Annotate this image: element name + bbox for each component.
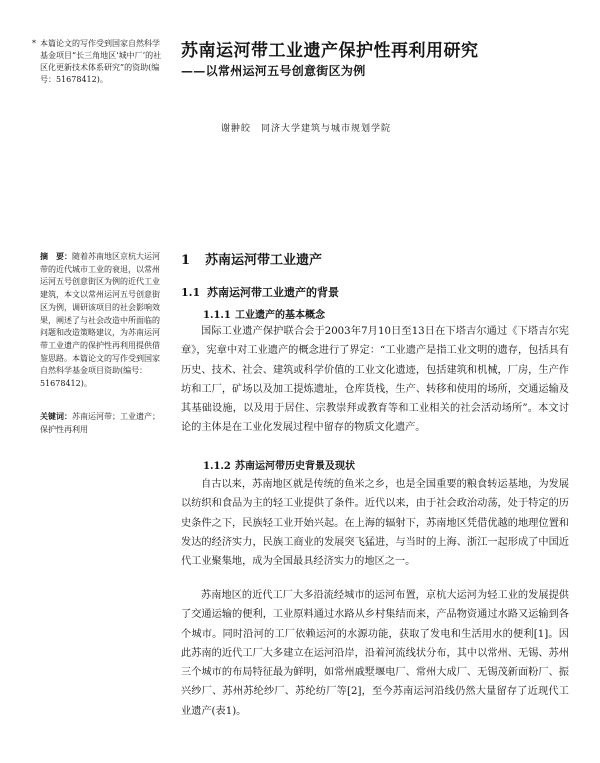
- footnote-marker: *: [32, 39, 36, 48]
- author-affiliation: 谢翀皎 同济大学建筑与城市规划学院: [221, 124, 392, 134]
- section-heading-1-1-1: [203, 306, 325, 321]
- body-paragraph-2: 自古以来，苏南地区就是传统的鱼米之乡，也是全国重要的粮食转运基地，为发展以纺织和食品为主的轻工业提供了条件。近代以来，由于社会政治动荡，处于特定的历史条件之下，民族轻工业开始兴起。在上海的辐射下，苏南地区凭借优越的地理位置和发达的经济实力，民族工商业的发展突飞猛进，与当时的上海、浙江一起形成了中国近代工业聚集地，成为全国最具经济实力的地区之一。: [181, 479, 569, 568]
- body-paragraph-1: 国际工业遗产保护联合会于2003年7月10日至13日在下塔吉尔通过《下塔吉尔宪章》，宪章中对工业遗产的概念进行了界定：“工业遗产是指工业文明的遗存，包括具有历史、技术、社会、建筑或科学价值的工业文化遗迹，包括建筑和机械，厂房，生产作坊和工厂，矿场以及加工提炼遗址，仓库货栈，生产、转移和使用的场所，交通运输及其基础设施，以及用于居住、宗教崇拜或教育等和工业相关的社会活动场所”。本文讨论的主体是在工业化发展过程中留存的物质文化遗产。: [181, 326, 569, 434]
- section-number: 1: [181, 253, 191, 268]
- section-number: 1.1.1: [203, 310, 231, 321]
- paper-title: 苏南运河带工业遗产保护性再利用研究: [181, 41, 479, 61]
- section-title: 工业遗产的基本概念: [235, 310, 325, 321]
- keywords-text: 苏南运河带；工业遗产；保护性再利用: [40, 412, 160, 434]
- section-heading-1-1: [181, 284, 339, 300]
- body-paragraph-3: 苏南地区的近代工厂大多沿流经城市的运河布置，京杭大运河为轻工业的发展提供了交通运输的便利，工业原料通过水路从乡村集结而来，产品物资通过水路又运输到各个城市。同时沿河的工厂依赖运河的水源功能，获取了发电和生活用水的便利[1]。因此苏南的近代工厂大多建立在运河沿岸，沿着河流线状分布，其中以常州、无锡、苏州三个城市的布局特征最为鲜明，如常州戚墅堰电厂、常州大成厂、无锡茂新面粉厂、振兴纱厂、苏州苏纶纱厂、苏纶纺厂等[2]，至今苏南运河沿线仍然大量留存了近现代工业遗产(表1)。: [181, 590, 569, 717]
- keywords: [40, 410, 166, 436]
- abstract-label: 摘 要：: [40, 251, 72, 261]
- section-title: 苏南运河带工业遗产: [205, 253, 323, 268]
- keywords-label: 关键词：: [40, 411, 72, 421]
- abstract: [40, 250, 166, 391]
- section-title: 苏南运河带历史背景及现状: [235, 461, 355, 472]
- abstract-text: 随着苏南地区京杭大运河带的近代城市工业的衰退，以常州运河五号创意街区为例的近代工业建筑，本文以常州运河五号创意街区为例，调研该项目的社会影响效果，阐述了与社会改造中所面临的问题和改造策略建议，为苏南运河带工业遗产的保护性再利用提供借鉴思路。本篇论文的写作受到国家自然科学基金项目资助(编号：51678412)。: [40, 252, 160, 389]
- section-number: 1.1.2: [203, 461, 231, 472]
- section-title: 苏南运河带工业遗产的背景: [207, 286, 339, 299]
- paper-subtitle: ——以常州运河五号创意街区为例: [181, 64, 366, 78]
- section-heading-1-1-2: [203, 457, 355, 472]
- section-number: 1.1: [181, 286, 201, 299]
- footnote-text: 本篇论文的写作受到国家自然科学基金项目“长三角地区‘城中厂’的社区化更新技术体系研究”的资助(编号：51678412)。: [40, 39, 162, 84]
- funding-footnote: [32, 38, 166, 86]
- section-heading-1: [181, 249, 322, 268]
